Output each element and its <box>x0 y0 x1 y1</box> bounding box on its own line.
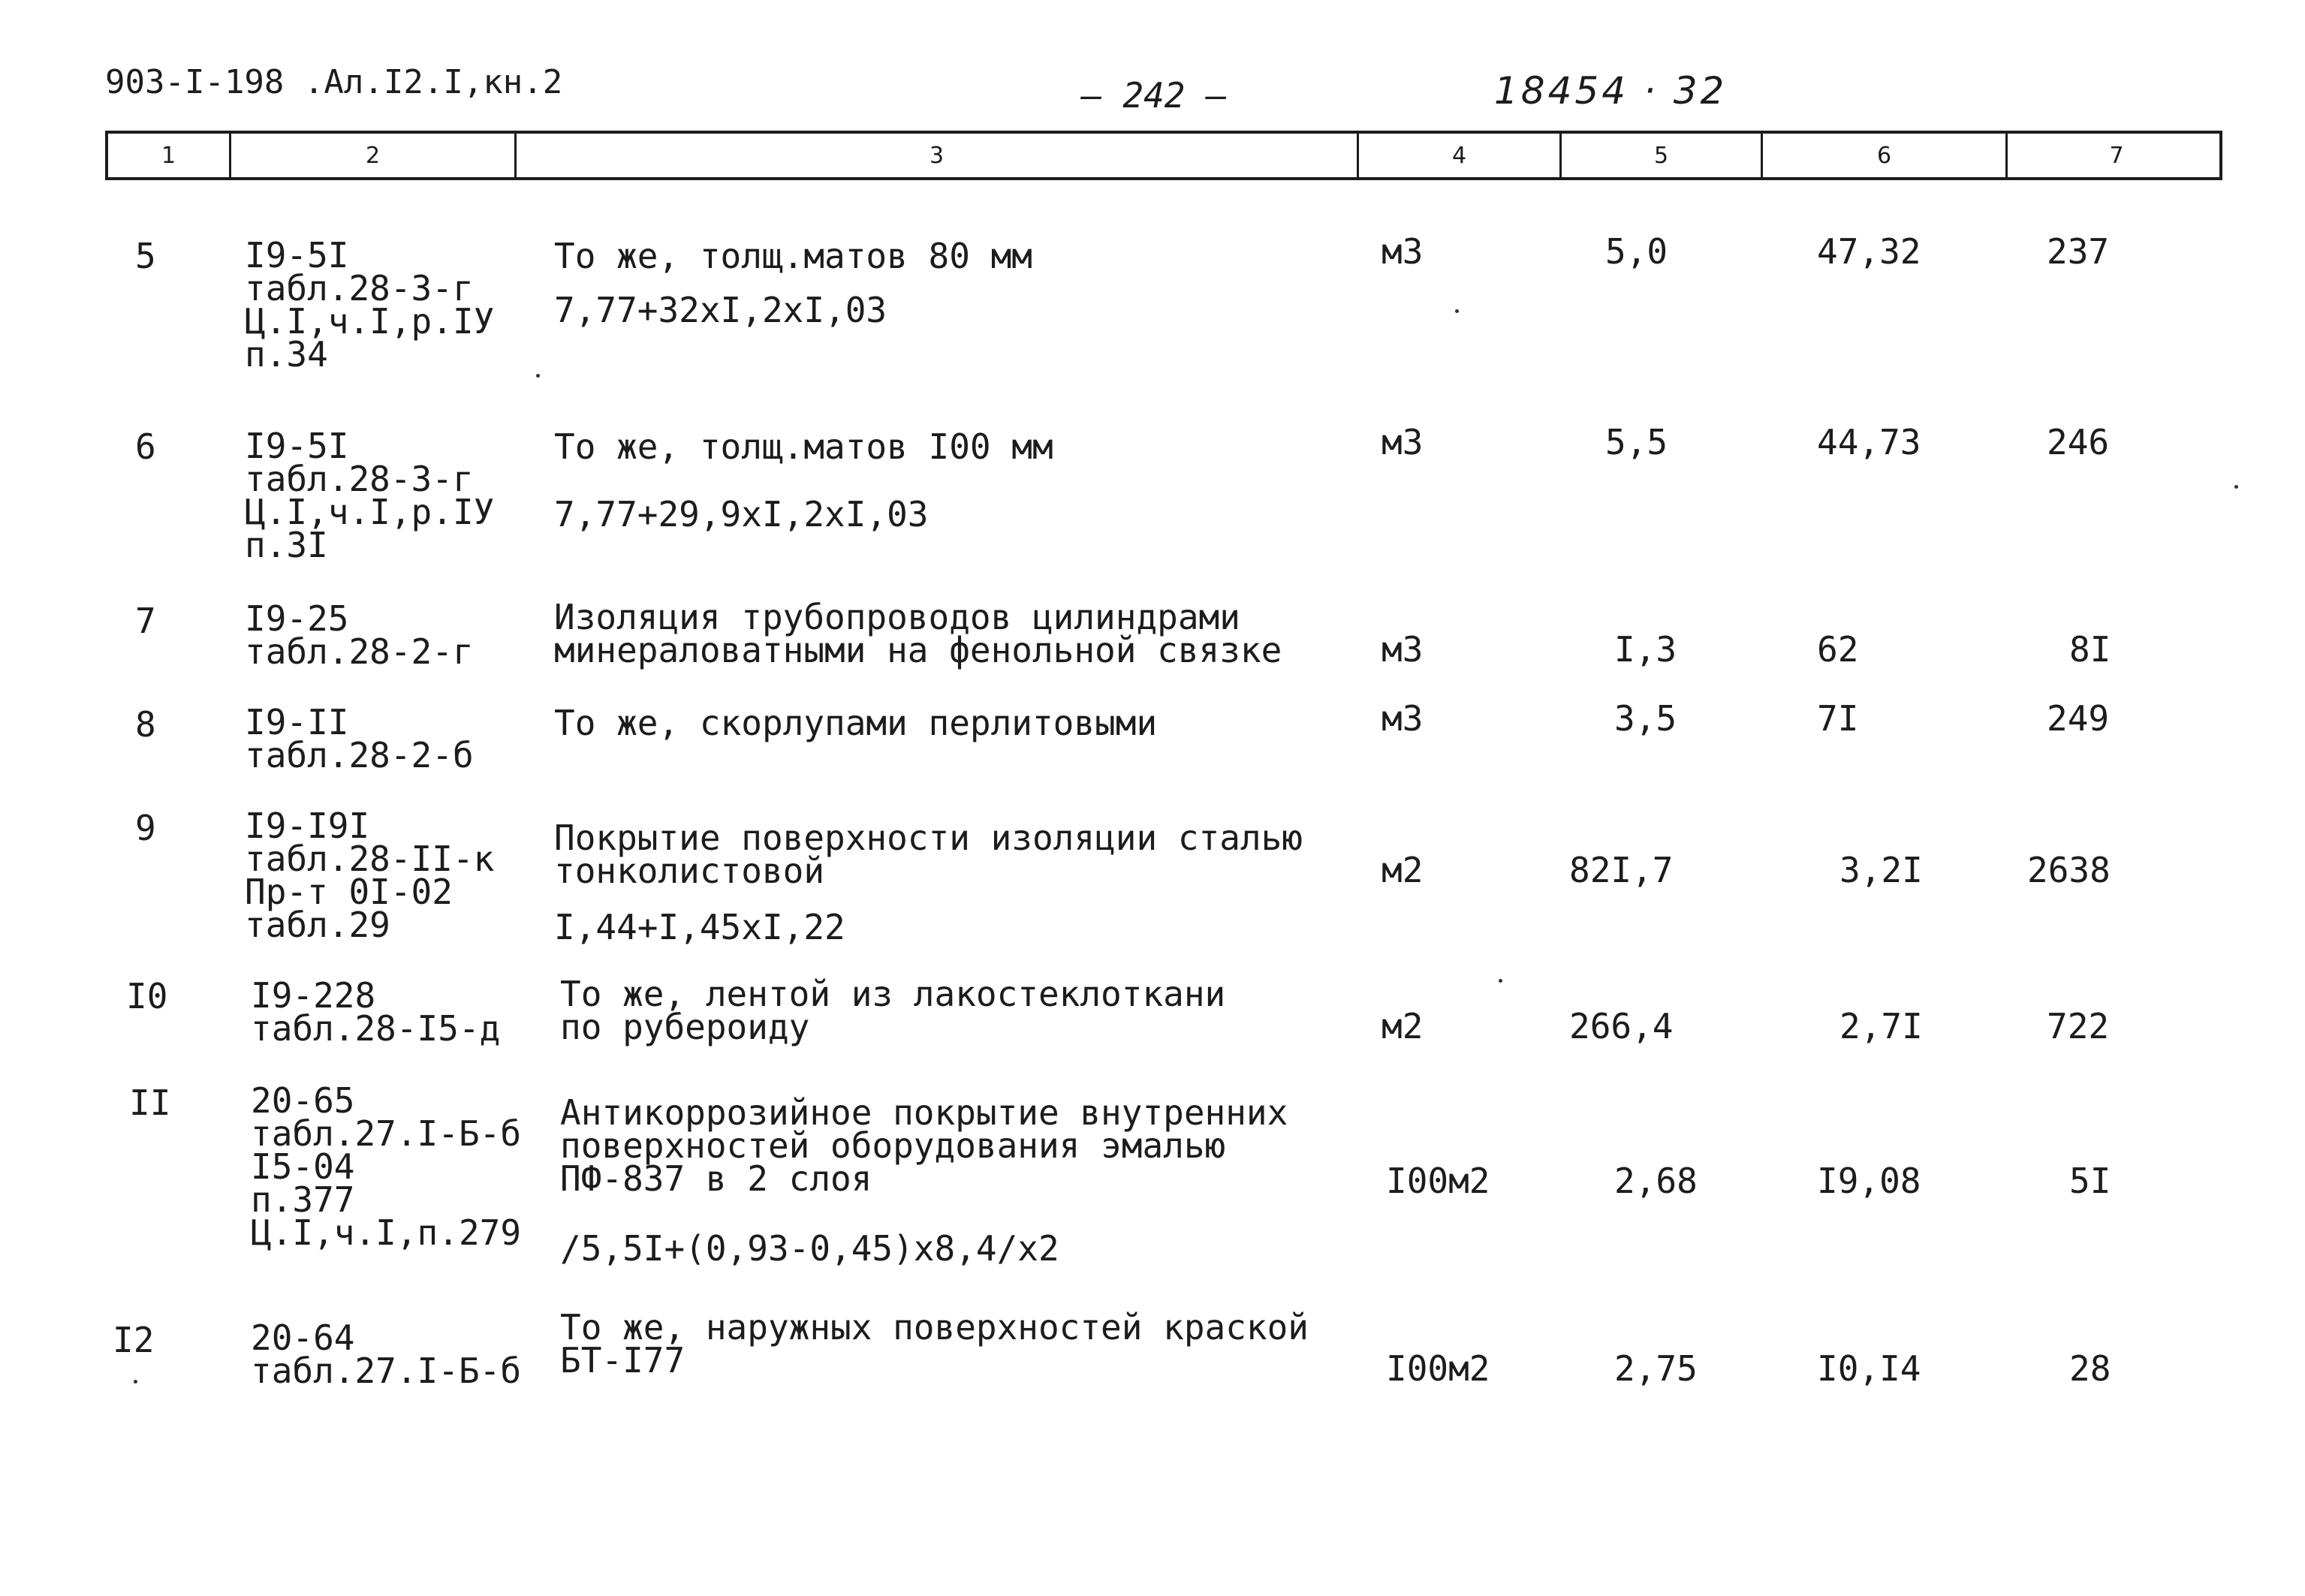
scan-speck <box>1455 309 1459 313</box>
norm-code: I9-25 табл.28-2-г <box>245 598 474 672</box>
quantity: 2,68 <box>1614 1161 1698 1201</box>
work-description: То же, толщ.матов 80 мм <box>554 236 1032 276</box>
unit: м3 <box>1381 422 1424 462</box>
unit: м2 <box>1381 850 1424 890</box>
calculation-formula: 7,77+29,9xI,2xI,03 <box>554 494 929 535</box>
norm-code: I9-228 табл.28-I5-д <box>251 975 501 1049</box>
work-description: Покрытие поверхности изоляции сталью тонколистовой <box>554 818 1303 891</box>
norm-code: 20-65 табл.27.I-Б-б I5-04 п.377 Ц.I,ч.I,п.279 <box>251 1080 522 1253</box>
unit-price: 7I <box>1817 698 1859 739</box>
norm-code: I9-II табл.28-2-б <box>245 702 474 775</box>
unit-price: 47,32 <box>1817 231 1921 272</box>
quantity: 3,5 <box>1614 698 1677 739</box>
row-number: I2 <box>113 1320 155 1360</box>
quantity: I,3 <box>1614 629 1677 670</box>
column-header: 2 <box>231 134 517 177</box>
unit-price: 44,73 <box>1817 422 1921 462</box>
work-description: То же, лентой из лакостеклоткани по рубероиду <box>560 974 1226 1047</box>
work-description: То же, наружных поверхностей краской БТ-I77 <box>560 1307 1309 1381</box>
calculation-formula: /5,5I+(0,93-0,45)x8,4/x2 <box>560 1228 1059 1269</box>
row-number: 8 <box>135 704 156 745</box>
calculation-formula: 7,77+32xI,2xI,03 <box>554 290 887 330</box>
column-header: 6 <box>1763 134 2008 177</box>
row-number: 9 <box>135 808 156 848</box>
norm-code: I9-I9I табл.28-II-к Пр-т 0I-02 табл.29 <box>245 806 495 945</box>
row-number: 7 <box>135 601 156 641</box>
work-description: Изоляция трубопроводов цилиндрами минераловатными на фенольной связке <box>554 597 1282 670</box>
unit-price: 62 <box>1817 629 1859 670</box>
total-cost: 246 <box>2047 422 2110 462</box>
column-header: 1 <box>108 134 231 177</box>
scan-speck <box>536 374 540 378</box>
scan-speck <box>1499 979 1502 983</box>
total-cost: 8I <box>2069 629 2111 670</box>
work-description: Антикоррозийное покрытие внутренних поверхностей оборудования эмалью ПФ-837 в 2 слоя <box>560 1092 1288 1199</box>
norm-code: 20-64 табл.27.I-Б-б <box>251 1317 522 1391</box>
total-cost: 722 <box>2047 1006 2110 1046</box>
unit-price: I0,I4 <box>1817 1348 1921 1389</box>
column-header: 7 <box>2109 142 2124 169</box>
calculation-formula: I,44+I,45xI,22 <box>554 907 845 947</box>
total-cost: 2638 <box>2027 850 2111 890</box>
quantity: 5,5 <box>1605 422 1668 462</box>
row-number: II <box>129 1083 171 1123</box>
unit: м3 <box>1381 629 1424 670</box>
quantity: 5,0 <box>1605 231 1668 272</box>
unit-price: 2,7I <box>1839 1006 1923 1046</box>
total-cost: 237 <box>2047 231 2110 272</box>
total-cost: 249 <box>2047 698 2110 739</box>
document-reference: 903-I-198 .Ал.I2.I,кн.2 <box>105 63 563 101</box>
total-cost: 28 <box>2069 1348 2111 1389</box>
unit-price: 3,2I <box>1839 850 1923 890</box>
unit: м3 <box>1381 231 1424 272</box>
norm-code: I9-5I табл.28-3-г Ц.I,ч.I,р.IУ п.34 <box>245 235 495 375</box>
quantity: 2,75 <box>1614 1348 1698 1389</box>
row-number: I0 <box>126 976 168 1016</box>
unit: м3 <box>1381 698 1424 739</box>
scan-speck <box>2234 485 2238 489</box>
column-header: 5 <box>1562 134 1763 177</box>
unit: I00м2 <box>1386 1348 1490 1389</box>
row-number: 5 <box>135 236 156 276</box>
quantity: 82I,7 <box>1569 850 1674 890</box>
unit: м2 <box>1381 1006 1424 1046</box>
column-header: 3 <box>517 134 1359 177</box>
unit-price: I9,08 <box>1817 1161 1921 1201</box>
quantity: 266,4 <box>1569 1006 1674 1046</box>
norm-code: I9-5I табл.28-3-г Ц.I,ч.I,р.IУ п.3I <box>245 426 495 565</box>
work-description: То же, скорлупами перлитовыми <box>554 703 1158 743</box>
handwritten-archive-number: 18454 · 32 <box>1494 69 1728 113</box>
row-number: 6 <box>135 426 156 467</box>
work-description: То же, толщ.матов I00 мм <box>554 426 1053 467</box>
column-header-row <box>105 131 2222 180</box>
scan-speck <box>134 1380 137 1384</box>
unit: I00м2 <box>1386 1161 1490 1201</box>
page-number: — 242 — <box>1081 75 1227 116</box>
column-header: 4 <box>1359 134 1562 177</box>
total-cost: 5I <box>2069 1161 2111 1201</box>
